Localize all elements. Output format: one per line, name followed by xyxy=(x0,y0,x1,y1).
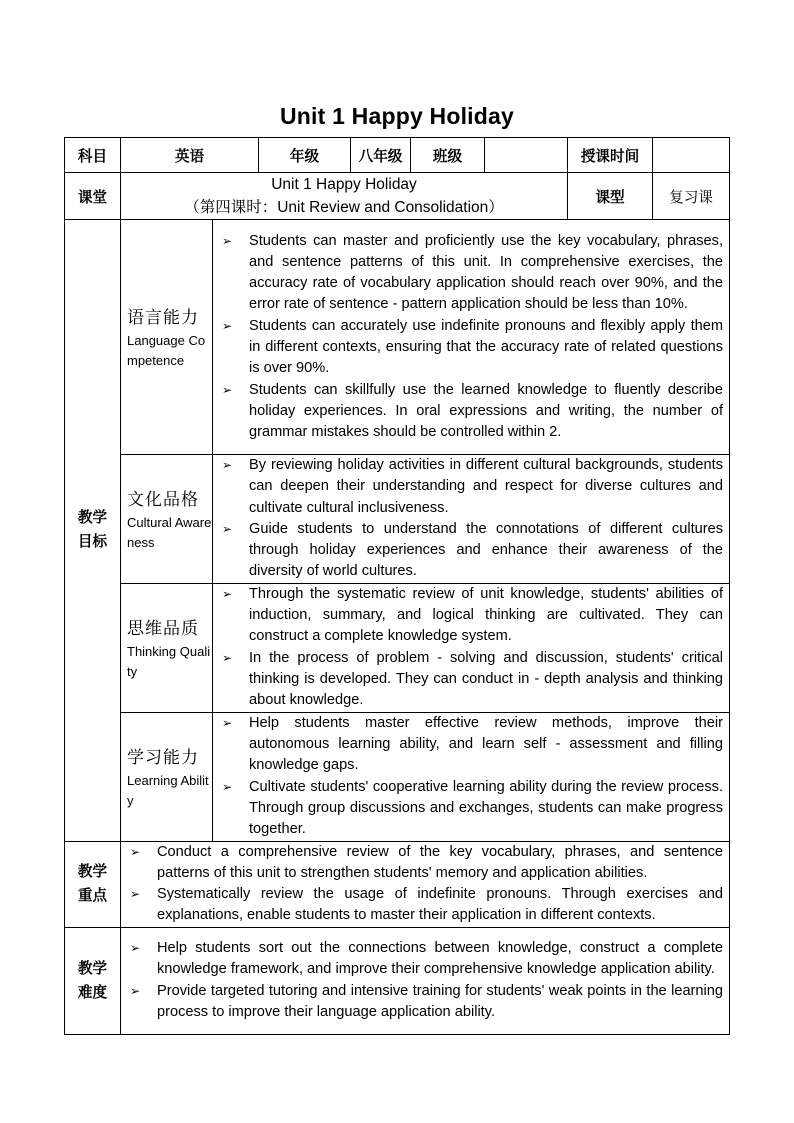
goal-bullets xyxy=(213,220,730,455)
arrow-bullet-icon: ➢ xyxy=(130,941,141,956)
lesson-row xyxy=(65,173,730,220)
key-points-label: 教学 重点 xyxy=(65,841,121,927)
list-item: ➢ In the process of problem - solving and discussion, students' critical thinking is developed. They can conduct in - depth analysis and thinking about knowledge. xyxy=(222,649,724,709)
goal-row xyxy=(65,712,730,841)
goal-category-language xyxy=(121,220,213,455)
teaching-goals-label: 教学 目标 xyxy=(65,220,121,842)
category-zh: 文化品格 xyxy=(127,489,199,509)
list-item: ➢ Help students master effective review methods, improve their autonomous learning ability, and learn self - assessment and filling knowledge gaps. xyxy=(222,714,724,774)
lesson-title-line1: Unit 1 Happy Holiday xyxy=(271,176,417,193)
list-item: ➢ Through the systematic review of unit knowledge, students' abilities of induction, summary, and logical thinking are cultivated. They can construct a complete knowledge system. xyxy=(222,585,724,645)
document-title: Unit 1 Happy Holiday xyxy=(279,103,515,129)
goal-row xyxy=(65,455,730,584)
category-en: Language Competence xyxy=(127,333,206,368)
list-item: ➢ Students can master and proficiently use the key vocabulary, phrases, and sentence patterns of this unit. In comprehensive exercises, the accuracy rate of vocabulary application should reach over 90%, and the error rate of sentence - pattern application should be less than 10%. xyxy=(222,232,724,313)
list-item: ➢ Conduct a comprehensive review of the key vocabulary, phrases, and sentence patterns of this unit to strengthen students' memory and application abilities. xyxy=(130,843,724,881)
category-en: Thinking Quality xyxy=(127,643,211,679)
lesson-label: 课堂 xyxy=(65,173,121,220)
category-en: Cultural Awareness xyxy=(127,514,212,550)
difficulties-row xyxy=(65,927,730,1034)
arrow-bullet-icon: ➢ xyxy=(222,521,233,536)
list-item: ➢ Students can accurately use indefinite pronouns and flexibly apply them in different contexts, ensuring that the accuracy rate of related questions is over 90%. xyxy=(222,317,724,377)
arrow-bullet-icon: ➢ xyxy=(222,458,233,472)
arrow-bullet-icon: ➢ xyxy=(222,779,233,794)
difficulties-label: 教学 难度 xyxy=(65,927,121,1034)
arrow-bullet-icon: ➢ xyxy=(222,233,233,248)
category-zh: 学习能力 xyxy=(127,747,199,767)
arrow-bullet-icon: ➢ xyxy=(130,844,141,859)
key-points-bullets xyxy=(121,841,730,927)
list-item: ➢ Provide targeted tutoring and intensive training for students' weak points in the learning process to improve their language application ability. xyxy=(130,982,724,1021)
teaching-time-label: 授课时间 xyxy=(568,138,653,173)
list-item: ➢ Guide students to understand the connotations of different cultures through holiday experiences and enhance their awareness of the diversity of world cultures. xyxy=(222,520,724,580)
difficulties-bullets xyxy=(121,927,730,1034)
teaching-time-value xyxy=(653,138,730,173)
list-item: ➢ Students can skillfully use the learned knowledge to fluently describe holiday experiences. In oral expressions and writing, the number of grammar mistakes should be controlled within 2. xyxy=(222,381,724,441)
lesson-title xyxy=(121,173,568,220)
arrow-bullet-icon: ➢ xyxy=(222,318,233,333)
class-value xyxy=(485,138,568,173)
arrow-bullet-icon: ➢ xyxy=(130,983,141,998)
goal-row xyxy=(65,220,730,455)
list-item: ➢ Cultivate students' cooperative learning ability during the review process. Through group discussions and exchanges, students can make progress together. xyxy=(222,778,724,838)
key-points-row xyxy=(65,841,730,927)
grade-value: 八年级 xyxy=(351,138,411,173)
goal-bullets xyxy=(213,583,730,712)
goal-bullets xyxy=(213,455,730,584)
goal-bullets xyxy=(213,712,730,841)
list-item: ➢ By reviewing holiday activities in different cultural backgrounds, students can deepen their understanding and respect for diverse cultures and cultivate cultural inclusiveness. xyxy=(222,457,724,516)
grade-label: 年级 xyxy=(259,138,351,173)
subject-label: 科目 xyxy=(65,138,121,173)
list-item: ➢ Help students sort out the connections between knowledge, construct a complete knowledge framework, and improve their comprehensive knowledge application ability. xyxy=(130,940,724,978)
lesson-plan-table xyxy=(64,137,730,1035)
arrow-bullet-icon: ➢ xyxy=(222,715,233,730)
header-row xyxy=(65,138,730,173)
goal-category-culture xyxy=(121,455,213,584)
arrow-bullet-icon: ➢ xyxy=(130,887,141,902)
category-en: Learning Ability xyxy=(127,772,209,808)
category-zh: 思维品质 xyxy=(127,618,199,638)
class-label: 班级 xyxy=(411,138,485,173)
arrow-bullet-icon: ➢ xyxy=(222,382,233,397)
arrow-bullet-icon: ➢ xyxy=(222,650,233,665)
goal-category-learning xyxy=(121,712,213,841)
lesson-type-label: 课型 xyxy=(568,173,653,220)
subject-value: 英语 xyxy=(121,138,259,173)
goal-category-thinking xyxy=(121,583,213,712)
lesson-title-line2: （第四课时：Unit Review and Consolidation） xyxy=(184,199,504,216)
arrow-bullet-icon: ➢ xyxy=(222,586,233,601)
lesson-type-value: 复习课 xyxy=(653,173,730,220)
list-item: ➢ Systematically review the usage of indefinite pronouns. Through exercises and explanations, enable students to master their application in different contexts. xyxy=(130,886,724,924)
goal-row xyxy=(65,583,730,712)
category-zh: 语言能力 xyxy=(127,308,199,327)
